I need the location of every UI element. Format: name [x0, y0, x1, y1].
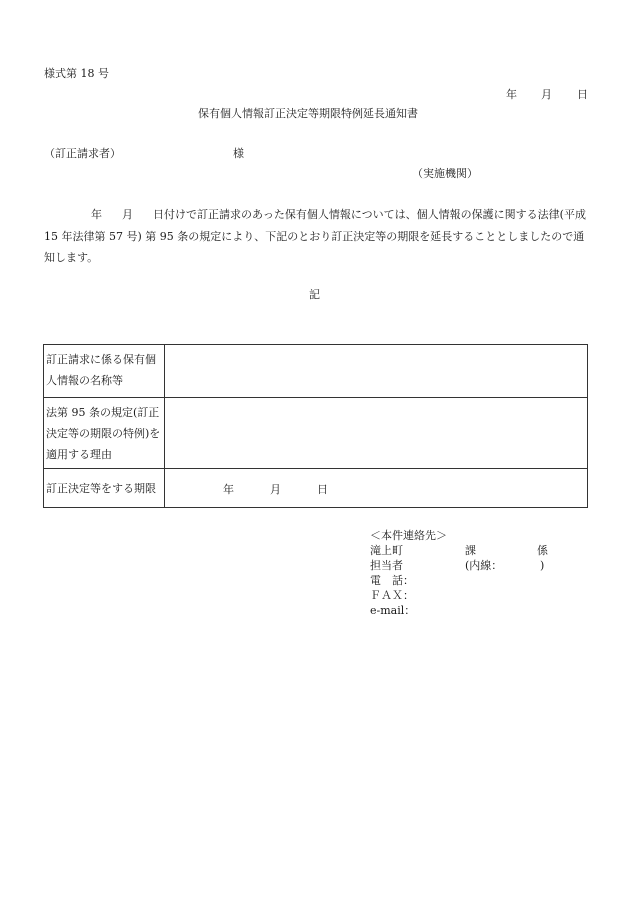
header-month: 月: [541, 88, 552, 101]
contact-heading: ＜本件連絡先＞: [370, 529, 447, 542]
form-number: 様式第 18 号: [44, 67, 109, 80]
contact-email: e-mail：: [370, 604, 416, 617]
contact-block: [370, 528, 570, 618]
body-text: 日付けで訂正請求のあった保有個人情報については、個人情報の保護に関する法律(平成 15 年法律第 57 号) 第 95 条の規定により、下記のとおり訂正決定等の期限を延長することとしましたので通知します。: [44, 208, 586, 264]
deadline-year: 年: [223, 483, 234, 496]
row2-label: 法第 95 条の規定(訂正決定等の期限の特例)を適用する理由: [44, 398, 165, 469]
body-month: 月: [122, 208, 133, 221]
contact-section: 課: [465, 544, 476, 557]
header-year: 年: [506, 88, 517, 101]
row3-label: 訂正決定等をする期限: [44, 469, 165, 508]
header-day: 日: [577, 88, 588, 101]
contact-town: 滝上町: [370, 544, 403, 557]
row1-value: [165, 345, 588, 398]
row2-value: [165, 398, 588, 469]
addressee-honorific: 様: [233, 147, 244, 160]
contact-extension-close: ): [540, 559, 545, 572]
addressee-label: （訂正請求者）: [44, 147, 121, 160]
table-row-reason: [44, 398, 588, 469]
contact-person: 担当者: [370, 559, 403, 572]
deadline-day: 日: [317, 483, 328, 496]
document-title: 保有個人情報訂正決定等期限特例延長通知書: [198, 107, 418, 120]
form-table: [43, 344, 588, 508]
table-row-info-name: [44, 345, 588, 398]
row3-value: [165, 469, 588, 508]
contact-extension-open: (内線：: [465, 559, 503, 572]
body-paragraph: [44, 204, 589, 269]
row1-label: 訂正請求に係る保有個人情報の名称等: [44, 345, 165, 398]
deadline-month: 月: [270, 483, 281, 496]
ki-heading: 記: [309, 288, 320, 301]
body-year: 年: [91, 208, 102, 221]
contact-fax: ＦＡＸ：: [370, 589, 414, 602]
table-row-deadline: [44, 469, 588, 508]
contact-subsection: 係: [537, 544, 548, 557]
contact-phone: 電 話：: [370, 574, 414, 587]
agency-label: （実施機関）: [412, 167, 478, 180]
